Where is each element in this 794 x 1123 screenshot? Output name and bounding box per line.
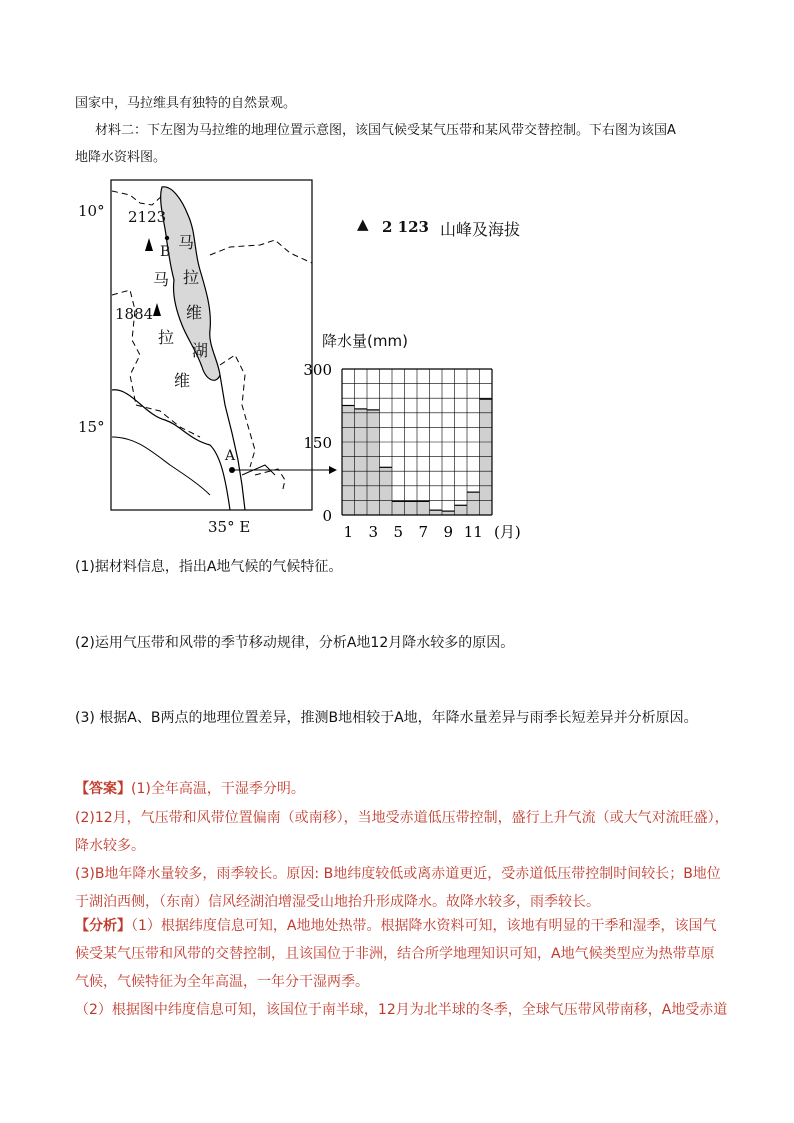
point-b-marker bbox=[165, 236, 169, 240]
intro-line-1: 国家中，马拉维具有独特的自然景观。 bbox=[75, 96, 297, 111]
legend-value: 2 123 bbox=[382, 218, 429, 236]
x-tick-label: 11 bbox=[463, 523, 483, 541]
answer-2-line-2: 降水较多。 bbox=[75, 838, 145, 854]
border-north bbox=[112, 191, 165, 205]
bar-month-6 bbox=[405, 501, 418, 515]
intro-line-3: 地降水资料图。 bbox=[75, 150, 167, 165]
bar-month-1 bbox=[342, 406, 355, 516]
question-3: (3) 根据A、B两点的地理位置差异，推测B地相较于A地，年降水量差异与雨季长短差异并分析原因。 bbox=[75, 710, 698, 726]
bar-month-12 bbox=[480, 399, 493, 515]
longitude-label: 35° E bbox=[208, 518, 251, 536]
latitude-15-label: 15° bbox=[78, 418, 105, 436]
river-line bbox=[112, 390, 230, 510]
x-tick-label: 3 bbox=[368, 523, 379, 541]
latitude-10-label: 10° bbox=[78, 202, 105, 220]
bar-month-5 bbox=[392, 501, 405, 515]
peak2-elevation: 1884 bbox=[115, 305, 154, 323]
analysis-line-4: （2）根据图中纬度信息可知，该国位于南半球，12月为北半球的冬季，全球气压带风带南移，A地受赤道 bbox=[75, 1002, 728, 1018]
peak-icon bbox=[145, 238, 153, 251]
y-tick-label: 300 bbox=[303, 361, 332, 379]
answer-tag: 【答案】 bbox=[75, 781, 131, 797]
lake-char-3: 维 bbox=[186, 303, 203, 322]
bar-month-8 bbox=[430, 510, 443, 515]
bar-month-2 bbox=[355, 409, 368, 515]
analysis-text-1: （1）根据纬度信息可知，A地地处热带。根据降水资料可知，该地有明显的干季和湿季，该国气 bbox=[131, 918, 717, 934]
point-b-label: B bbox=[160, 244, 171, 260]
answer-line-1 bbox=[75, 776, 305, 802]
lake-char-4: 湖 bbox=[192, 341, 209, 360]
answer-3-line-2: 于湖泊西侧，（东南）信风经湖泊增湿受山地抬升形成降水。故降水较多，雨季较长。 bbox=[75, 894, 600, 910]
bar-month-3 bbox=[367, 410, 380, 515]
analysis-line-3: 气候，气候特征为全年高温，一年分干湿两季。 bbox=[75, 974, 369, 990]
border-tanzania bbox=[210, 240, 312, 263]
country-char-1: 马 bbox=[153, 270, 170, 289]
border-mozambique-west bbox=[112, 437, 210, 495]
x-axis-unit-label: (月) bbox=[494, 523, 521, 541]
answer-2-line-1: (2)12月，气压带和风带位置偏南（或南移），当地受赤道低压带控制，盛行上升气流（或大气对流旺盛）， bbox=[75, 810, 729, 826]
question-2: (2)运用气压带和风带的季节移动规律，分析A地12月降水较多的原因。 bbox=[75, 635, 515, 651]
shire-river bbox=[220, 375, 245, 510]
bar-month-10 bbox=[455, 505, 468, 515]
bar-month-4 bbox=[380, 467, 393, 515]
question-1: (1)据材料信息，指出A地气候的气候特征。 bbox=[75, 559, 343, 575]
x-tick-label: 1 bbox=[343, 523, 354, 541]
x-tick-label: 7 bbox=[418, 523, 429, 541]
country-char-3: 维 bbox=[174, 371, 191, 390]
x-tick-label: 5 bbox=[393, 523, 404, 541]
point-a-label: A bbox=[225, 448, 236, 464]
lake-char-1: 马 bbox=[178, 233, 195, 252]
analysis-line-2: 候受某气压带和风带的交替控制，且该国位于非洲，结合所学地理知识可知，A地气候类型应为热带草原 bbox=[75, 946, 715, 962]
analysis-tag: 【分析】 bbox=[75, 918, 131, 934]
peak-icon bbox=[153, 303, 161, 316]
bar-month-7 bbox=[417, 501, 430, 515]
y-tick-label: 150 bbox=[303, 434, 332, 452]
precipitation-chart bbox=[300, 355, 540, 545]
x-tick-label: 9 bbox=[443, 523, 454, 541]
analysis-line-1 bbox=[75, 913, 716, 939]
legend-text: 山峰及海拔 bbox=[440, 220, 521, 239]
answer-3-line-1: (3)B地年降水量较多，雨季较长。原因: B地纬度较低或离赤道更近，受赤道低压带控制时间较长；B地位 bbox=[75, 866, 721, 882]
chart-ylabel: 降水量(mm) bbox=[322, 332, 408, 350]
country-char-2: 拉 bbox=[158, 328, 175, 347]
intro-line-2: 材料二：下左图为马拉维的地理位置示意图，该国气候受某气压带和某风带交替控制。下右图为该国A bbox=[95, 123, 676, 138]
peak1-elevation: 2123 bbox=[128, 208, 167, 226]
bar-month-11 bbox=[467, 492, 480, 515]
lake-char-2: 拉 bbox=[183, 268, 200, 287]
legend-symbol: ▲ bbox=[357, 215, 369, 233]
answer-1: (1)全年高温，干湿季分明。 bbox=[131, 781, 305, 797]
y-tick-label: 0 bbox=[322, 507, 332, 525]
